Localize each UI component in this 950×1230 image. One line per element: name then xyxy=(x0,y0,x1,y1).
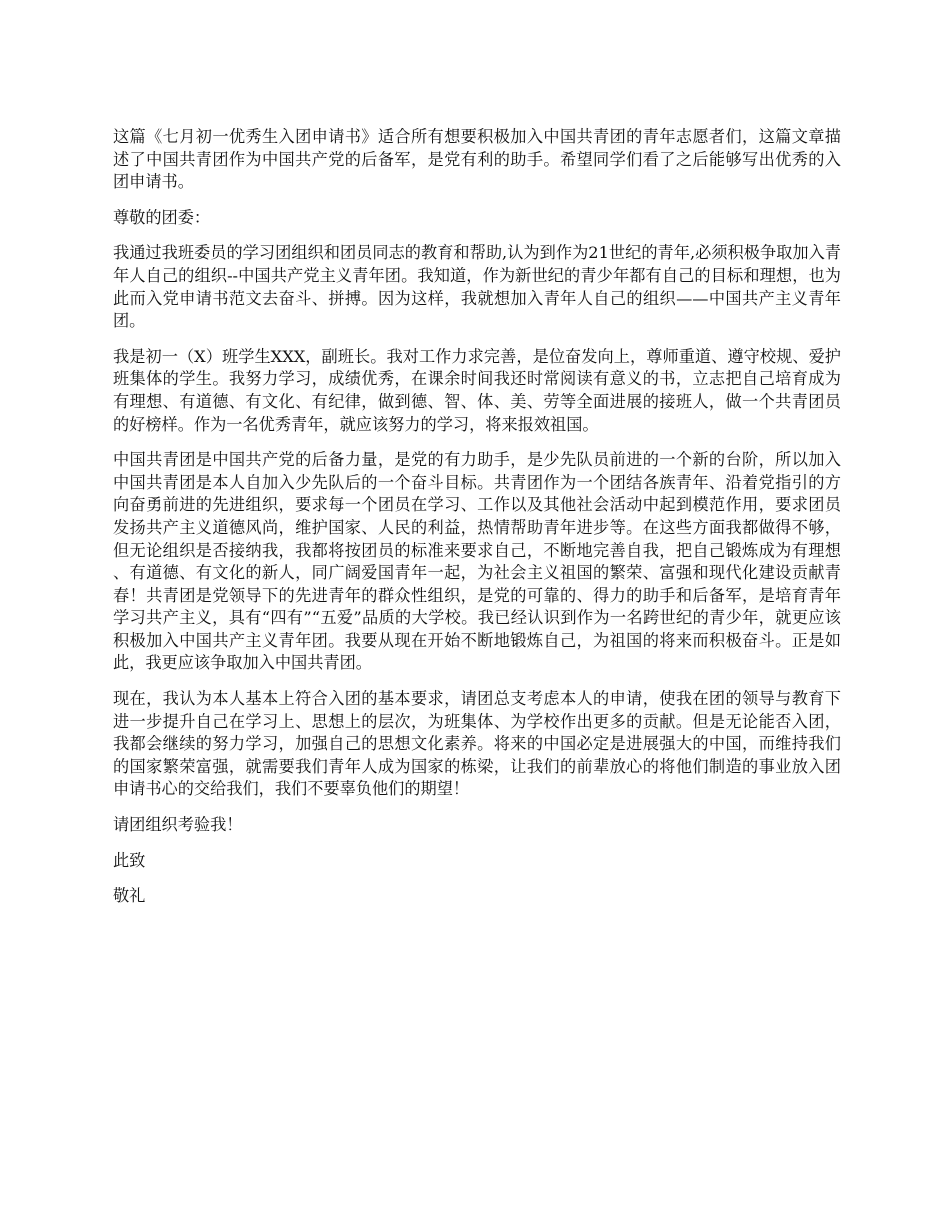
document-body xyxy=(113,126,841,908)
closing-request: 请团组织考验我！ xyxy=(113,815,243,835)
salutation: 尊敬的团委： xyxy=(113,207,211,227)
body-paragraph: 我通过我班委员的学习团组织和团员同志的教育和帮助,认为到作为21世纪的青年,必须积极争取加入青年人自己的组织--中国共产党主义青年团。我知道，作为新世纪的青少年都有自己的目标和理想，也为此而入党申请书范文去奋斗、拼搏。因为这样，我就想加入青年人自己的组织——中国共产主义青年团。 xyxy=(113,243,841,331)
closing-regards: 敬礼 xyxy=(113,886,146,906)
body-paragraph: 我是初一（X）班学生XXX，副班长。我对工作力求完善，是位奋发向上，尊师重道、遵守校规、爱护班集体的学生。我努力学习，成绩优秀，在课余时间我还时常阅读有意义的书，立志把自己培育成为有理想、有道德、有文化、有纪律，做到德、智、体、美、劳等全面进展的接班人，做一个共青团员的好榜样。作为一名优秀青年，就应该努力的学习，将来报效祖国。 xyxy=(113,346,841,434)
closing-phrase: 此致 xyxy=(113,850,146,870)
body-paragraph: 现在，我认为本人基本上符合入团的基本要求，请团总支考虑本人的申请，使我在团的领导与教育下进一步提升自己在学习上、思想上的层次，为班集体、为学校作出更多的贡献。但是无论能否入团，我都会继续的努力学习，加强自己的思想文化素养。将来的中国必定是进展强大的中国，而维持我们的国家繁荣富强，就需要我们青年人成为国家的栋梁，让我们的前辈放心的将他们制造的事业放入团申请书心的交给我们，我们不要辜负他们的期望！ xyxy=(113,689,841,799)
intro-paragraph: 这篇《七月初一优秀生入团申请书》适合所有想要积极加入中国共青团的青年志愿者们，这篇文章描述了中国共青团作为中国共产党的后备军，是党有利的助手。希望同学们看了之后能够写出优秀的入团申请书。 xyxy=(113,127,841,192)
body-paragraph: 中国共青团是中国共产党的后备力量，是党的有力助手，是少先队员前进的一个新的台阶，所以加入中国共青团是本人自加入少先队后的一个奋斗目标。共青团作为一个团结各族青年、沿着党指引的方向奋勇前进的先进组织，要求每一个团员在学习、工作以及其他社会活动中起到模范作用，要求团员发扬共产主义道德风尚，维护国家、人民的利益，热情帮助青年进步等。在这些方面我都做得不够，但无论组织是否接纳我，我都将按团员的标准来要求自己，不断地完善自我，把自己锻炼成为有理想、有道德、有文化的新人，同广阔爱国青年一起，为社会主义祖国的繁荣、富强和现代化建设贡献青春！共青团是党领导下的先进青年的群众性组织，是党的可靠的、得力的助手和后备军，是培育青年学习共产主义，具有“四有”“五爱”品质的大学校。我已经认识到作为一名跨世纪的青少年，就更应该积极加入中国共产主义青年团。我要从现在开始不断地锻炼自己，为祖国的将来而积极奋斗。正是如此，我更应该争取加入中国共青团。 xyxy=(113,450,841,673)
